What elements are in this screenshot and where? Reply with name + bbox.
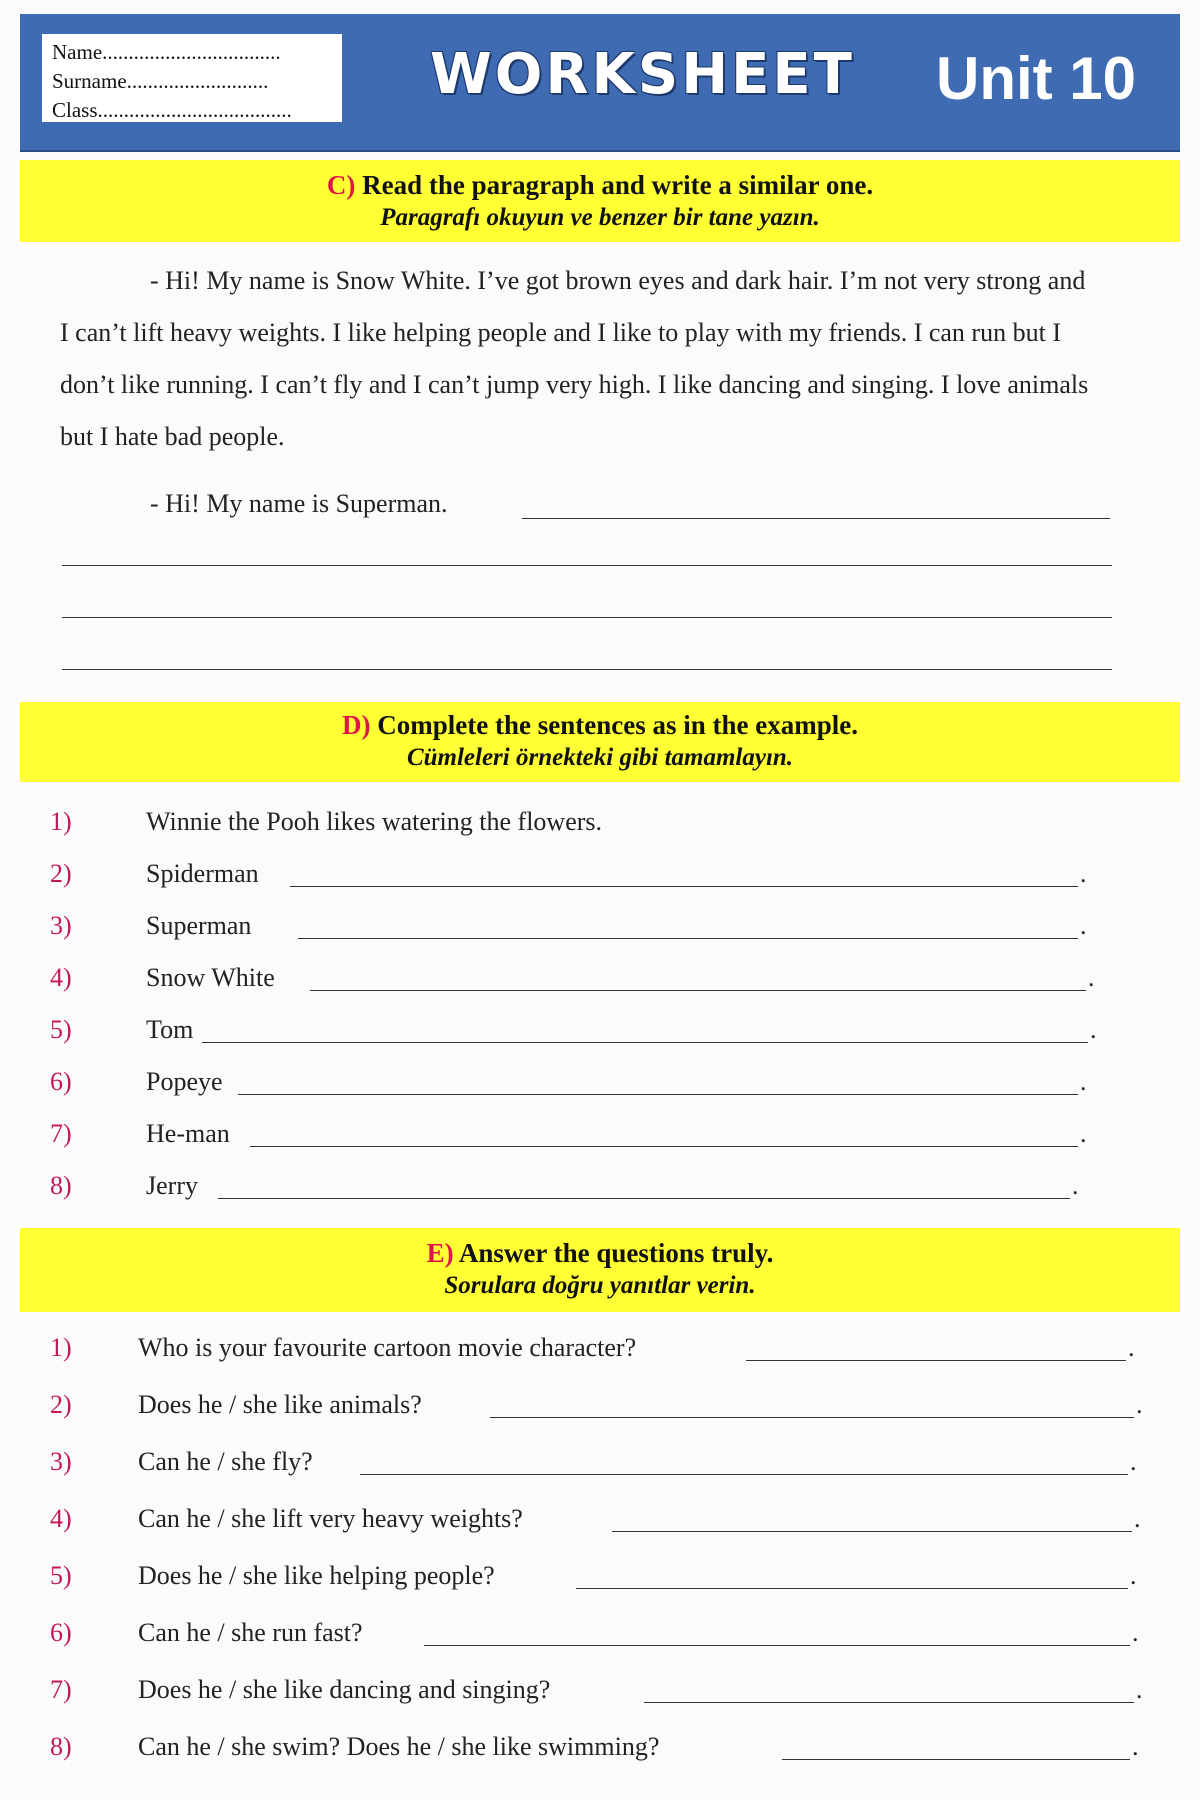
line-period: . xyxy=(1080,1067,1087,1096)
section-c-letter: C) xyxy=(326,170,356,200)
example-paragraph: - Hi! My name is Snow White. I’ve got brown eyes and dark hair. I’m not very strong and I can’t lift heavy weights. I like helping people and I like to play with my friends. I can run but I don’t like running. I can’t fly and I can’t jump very high. I like dancing and singing. I love animals but I hate bad people. xyxy=(60,266,1089,451)
line-period: . xyxy=(1132,1732,1139,1761)
line-period: . xyxy=(1136,1390,1143,1419)
line-period: . xyxy=(1080,1119,1087,1148)
answer-line[interactable] xyxy=(522,518,1110,519)
section-d-letter: D) xyxy=(342,710,371,740)
question-item xyxy=(50,1672,1143,1712)
unit-title: Unit 10 xyxy=(936,45,1137,112)
question-text: Who is your favourite cartoon movie character? xyxy=(138,1333,637,1362)
line-period: . xyxy=(1072,1171,1079,1200)
answer-line[interactable] xyxy=(218,1198,1070,1199)
item-text: Superman xyxy=(146,911,252,940)
line-period: . xyxy=(1136,1675,1143,1704)
answer-line[interactable] xyxy=(202,1042,1088,1043)
line-period: . xyxy=(1088,963,1095,992)
student-info-box xyxy=(42,34,342,122)
list-item xyxy=(50,908,1140,948)
section-e-instruction: Answer the questions truly. xyxy=(458,1238,774,1268)
item-number: 6) xyxy=(50,1067,72,1096)
question-item xyxy=(50,1387,1143,1427)
item-number: 5) xyxy=(50,1015,72,1044)
line-period: . xyxy=(1134,1504,1141,1533)
question-text: Does he / she like helping people? xyxy=(138,1561,495,1590)
section-c-header xyxy=(20,160,1180,242)
line-period: . xyxy=(1128,1333,1135,1362)
answer-line[interactable] xyxy=(310,990,1086,991)
line-period: . xyxy=(1130,1561,1137,1590)
answer-line[interactable] xyxy=(490,1417,1134,1418)
item-number: 2) xyxy=(50,1390,72,1419)
list-item xyxy=(50,856,1140,896)
section-c-instruction: Read the paragraph and write a similar one. xyxy=(362,170,874,200)
answer-line[interactable] xyxy=(360,1474,1128,1475)
list-item xyxy=(50,1064,1140,1104)
item-text: Snow White xyxy=(146,963,275,992)
list-item xyxy=(50,960,1140,1000)
list-item xyxy=(50,804,1140,844)
line-period: . xyxy=(1080,911,1087,940)
answer-line[interactable] xyxy=(644,1702,1134,1703)
answer-line[interactable] xyxy=(250,1146,1078,1147)
list-item xyxy=(50,1116,1140,1156)
worksheet-title: WORKSHEET xyxy=(430,42,855,107)
answer-line[interactable] xyxy=(62,617,1112,618)
question-item xyxy=(50,1615,1140,1655)
question-text: Does he / she like dancing and singing? xyxy=(138,1675,551,1704)
name-field-label: Name.................................. xyxy=(52,40,281,64)
class-field-label: Class..................................... xyxy=(52,98,292,122)
section-d-instruction: Complete the sentences as in the example. xyxy=(377,710,858,740)
question-text: Can he / she swim? Does he / she like swimming? xyxy=(138,1732,660,1761)
answer-line[interactable] xyxy=(298,938,1078,939)
item-text: Tom xyxy=(146,1015,194,1044)
item-number: 5) xyxy=(50,1561,72,1590)
question-text: Can he / she lift very heavy weights? xyxy=(138,1504,523,1533)
item-number: 8) xyxy=(50,1171,72,1200)
question-item xyxy=(50,1444,1140,1484)
question-item xyxy=(50,1330,1140,1370)
list-item xyxy=(50,1168,1140,1208)
answer-line[interactable] xyxy=(424,1645,1130,1646)
item-number: 4) xyxy=(50,963,72,992)
answer-line[interactable] xyxy=(62,565,1112,566)
item-number: 4) xyxy=(50,1504,72,1533)
item-text: Jerry xyxy=(146,1171,198,1200)
section-e-letter: E) xyxy=(426,1238,454,1268)
answer-line[interactable] xyxy=(238,1094,1078,1095)
answer-line[interactable] xyxy=(782,1759,1130,1760)
question-item xyxy=(50,1729,1140,1769)
item-number: 1) xyxy=(50,1333,72,1362)
superman-prompt: - Hi! My name is Superman. xyxy=(150,489,448,518)
line-period: . xyxy=(1130,1447,1137,1476)
worksheet-header xyxy=(20,14,1180,152)
surname-field-label: Surname........................... xyxy=(52,69,269,93)
item-number: 7) xyxy=(50,1675,72,1704)
question-text: Can he / she run fast? xyxy=(138,1618,363,1647)
item-text: Popeye xyxy=(146,1067,223,1096)
answer-line[interactable] xyxy=(612,1531,1132,1532)
section-d-instruction-tr: Cümleleri örnekteki gibi tamamlayın. xyxy=(406,744,794,771)
question-text: Can he / she fly? xyxy=(138,1447,313,1476)
item-number: 1) xyxy=(50,807,72,836)
question-item xyxy=(50,1501,1140,1541)
section-e-instruction-tr: Sorulara doğru yanıtlar verin. xyxy=(444,1272,756,1299)
item-number: 3) xyxy=(50,911,72,940)
item-number: 8) xyxy=(50,1732,72,1761)
item-number: 2) xyxy=(50,859,72,888)
item-text: He-man xyxy=(146,1119,230,1148)
section-c-instruction-tr: Paragrafı okuyun ve benzer bir tane yazın. xyxy=(380,204,820,231)
section-d-header xyxy=(20,702,1180,782)
line-period: . xyxy=(1080,859,1087,888)
question-item xyxy=(50,1558,1140,1598)
list-item xyxy=(50,1012,1140,1052)
line-period: . xyxy=(1132,1618,1139,1647)
answer-line[interactable] xyxy=(290,886,1078,887)
line-period: . xyxy=(1090,1015,1097,1044)
item-number: 3) xyxy=(50,1447,72,1476)
section-e-header xyxy=(20,1228,1180,1312)
answer-line[interactable] xyxy=(746,1360,1126,1361)
answer-line[interactable] xyxy=(576,1588,1128,1589)
item-number: 6) xyxy=(50,1618,72,1647)
item-text: Spiderman xyxy=(146,859,259,888)
item-number: 7) xyxy=(50,1119,72,1148)
question-text: Does he / she like animals? xyxy=(138,1390,422,1419)
item-text: Winnie the Pooh likes watering the flowers. xyxy=(146,807,603,836)
answer-line[interactable] xyxy=(62,669,1112,670)
